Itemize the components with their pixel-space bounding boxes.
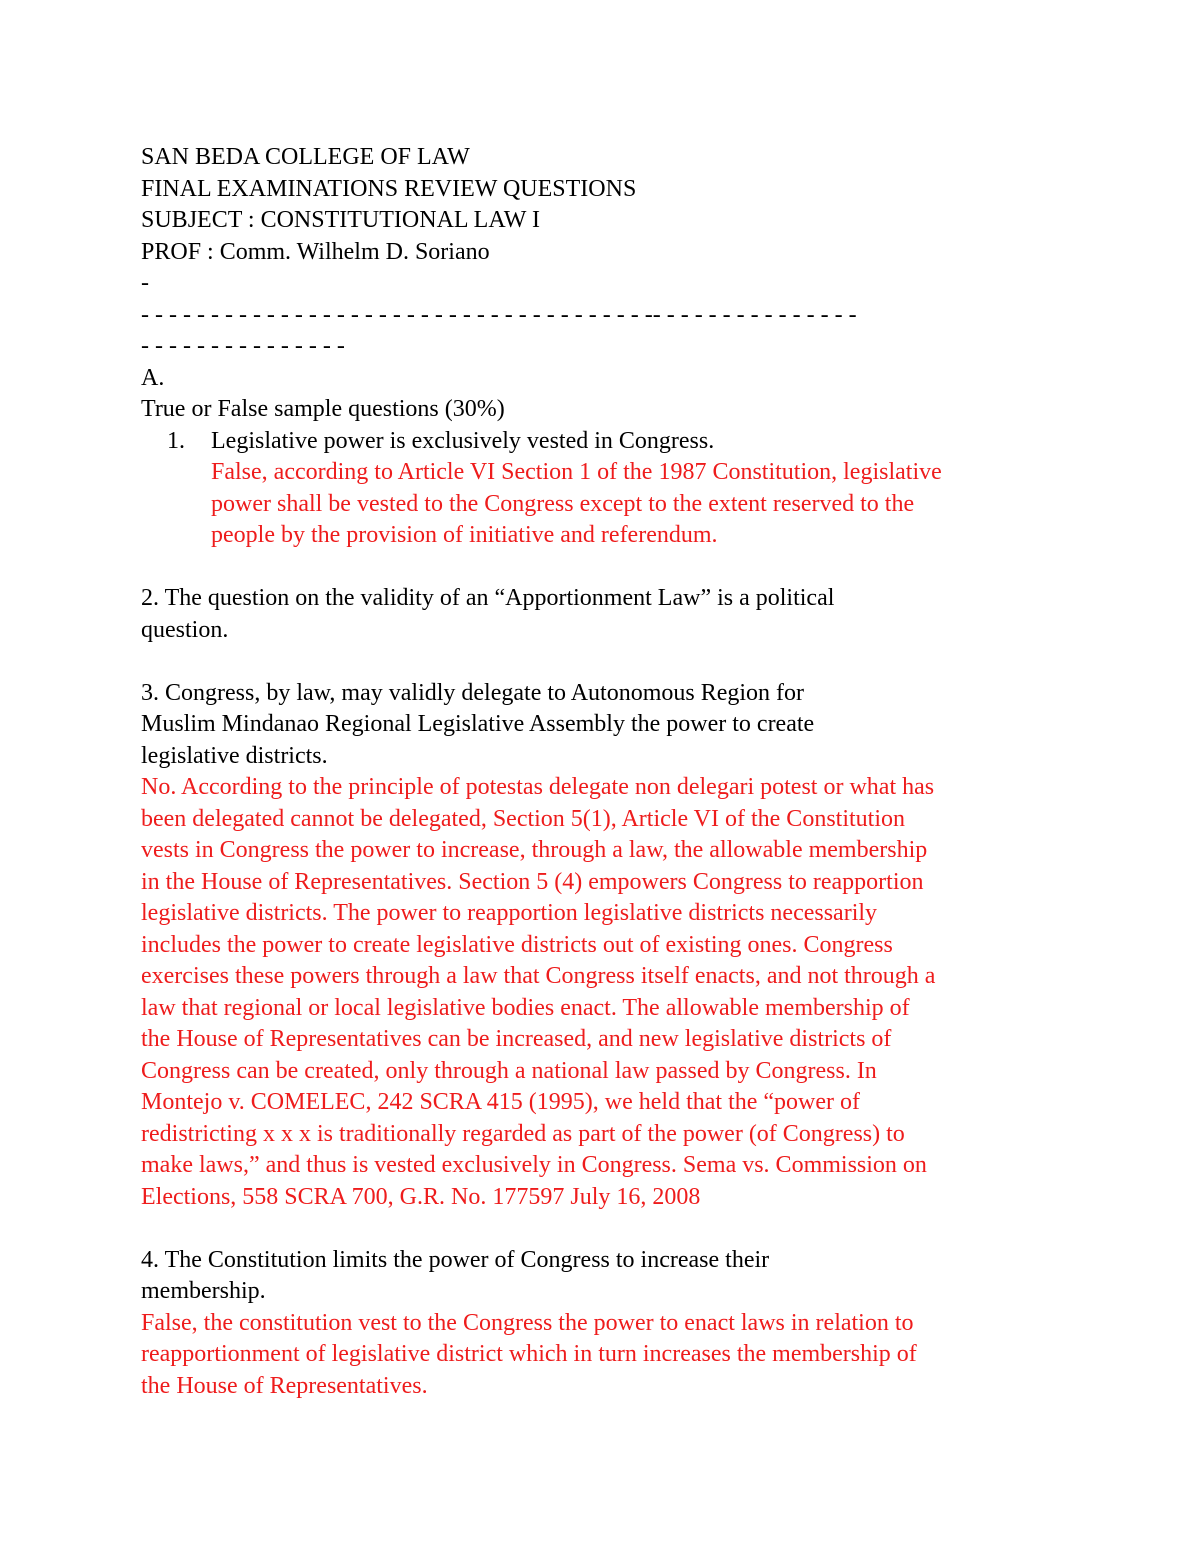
- question-text: membership.: [141, 1278, 266, 1304]
- separator-dash: -: [141, 270, 149, 296]
- section-title: True or False sample questions (30%): [141, 396, 505, 422]
- section-a: [141, 363, 1061, 426]
- answer-line: power shall be vested to the Congress except to the extent reserved to the: [211, 490, 915, 517]
- document-body: [141, 142, 1061, 1402]
- answer-4: [141, 1308, 1061, 1403]
- answer-line: been delegated cannot be delegated, Section 5(1), Article VI of the Constitution: [141, 805, 905, 832]
- question-text: 3. Congress, by law, may validly delegate to Autonomous Region for: [141, 679, 805, 706]
- answer-line: the House of Representatives.: [141, 1372, 428, 1399]
- question-2: [141, 583, 1061, 646]
- answer-line: No. According to the principle of potestas delegate non delegari potest or what has: [141, 774, 935, 800]
- answer-line: Montejo v. COMELEC, 242 SCRA 415 (1995), we held that the “power of: [141, 1089, 861, 1115]
- spacer: [141, 552, 1061, 584]
- question-number: 1.: [167, 427, 185, 454]
- spacer: [141, 646, 1061, 678]
- answer-line: in the House of Representatives. Section 5 (4) empowers Congress to reapportion: [141, 868, 924, 895]
- section-letter: A.: [141, 364, 165, 391]
- question-text: 4. The Constitution limits the power of Congress to increase their: [141, 1246, 770, 1273]
- professor-line: PROF : Comm. Wilhelm D. Soriano: [141, 238, 490, 265]
- answer-line: Elections, 558 SCRA 700, G.R. No. 177597 July 16, 2008: [141, 1183, 701, 1210]
- question-text: legislative districts.: [141, 742, 328, 769]
- answer-line: False, according to Article VI Section 1 of the 1987 Constitution, legislative: [211, 459, 942, 485]
- question-text: question.: [141, 616, 229, 643]
- exam-title: FINAL EXAMINATIONS REVIEW QUESTIONS: [141, 175, 637, 202]
- question-3: [141, 678, 1061, 1214]
- question-text: Muslim Mindanao Regional Legislative Assembly the power to create: [141, 711, 815, 737]
- question-text: 2. The question on the validity of an “Apportionment Law” is a political: [141, 585, 835, 611]
- separator-dashes-short: - - - - - - - - - - - - - - -: [141, 333, 345, 359]
- answer-line: legislative districts. The power to reapportion legislative districts necessarily: [141, 900, 878, 926]
- answer-line: make laws,” and thus is vested exclusively in Congress. Sema vs. Commission on: [141, 1152, 927, 1178]
- answer-line: reapportionment of legislative district which in turn increases the membership of: [141, 1341, 917, 1367]
- spacer: [141, 1213, 1061, 1245]
- answer-line: exercises these powers through a law that Congress itself enacts, and not through a: [141, 963, 936, 989]
- question-4: [141, 1245, 1061, 1403]
- answer-line: the House of Representatives can be increased, and new legislative districts of: [141, 1026, 892, 1052]
- answer-line: Congress can be created, only through a national law passed by Congress. In: [141, 1057, 877, 1084]
- answer-line: False, the constitution vest to the Congress the power to enact laws in relation to: [141, 1309, 914, 1336]
- question-text: Legislative power is exclusively vested in Congress.: [211, 427, 715, 454]
- school-name: SAN BEDA COLLEGE OF LAW: [141, 144, 470, 170]
- answer-line: vests in Congress the power to increase, through a law, the allowable membership: [141, 837, 928, 863]
- answer-3: [141, 772, 1061, 1213]
- separator-dashes-long: - - - - - - - - - - - - - - - - - - - - - - - - - - - - - - - - - - - - -- - - - - - - - - - - - - - -: [141, 301, 857, 328]
- question-1: [141, 426, 1061, 552]
- document-header: [141, 142, 1061, 363]
- answer-line: law that regional or local legislative bodies enact. The allowable membership of: [141, 994, 910, 1021]
- subject-line: SUBJECT : CONSTITUTIONAL LAW I: [141, 207, 540, 233]
- answer-line: redistricting x x x is traditionally regarded as part of the power (of Congress) to: [141, 1120, 905, 1147]
- answer-line: includes the power to create legislative districts out of existing ones. Congress: [141, 931, 893, 958]
- answer-line: people by the provision of initiative and referendum.: [211, 522, 718, 548]
